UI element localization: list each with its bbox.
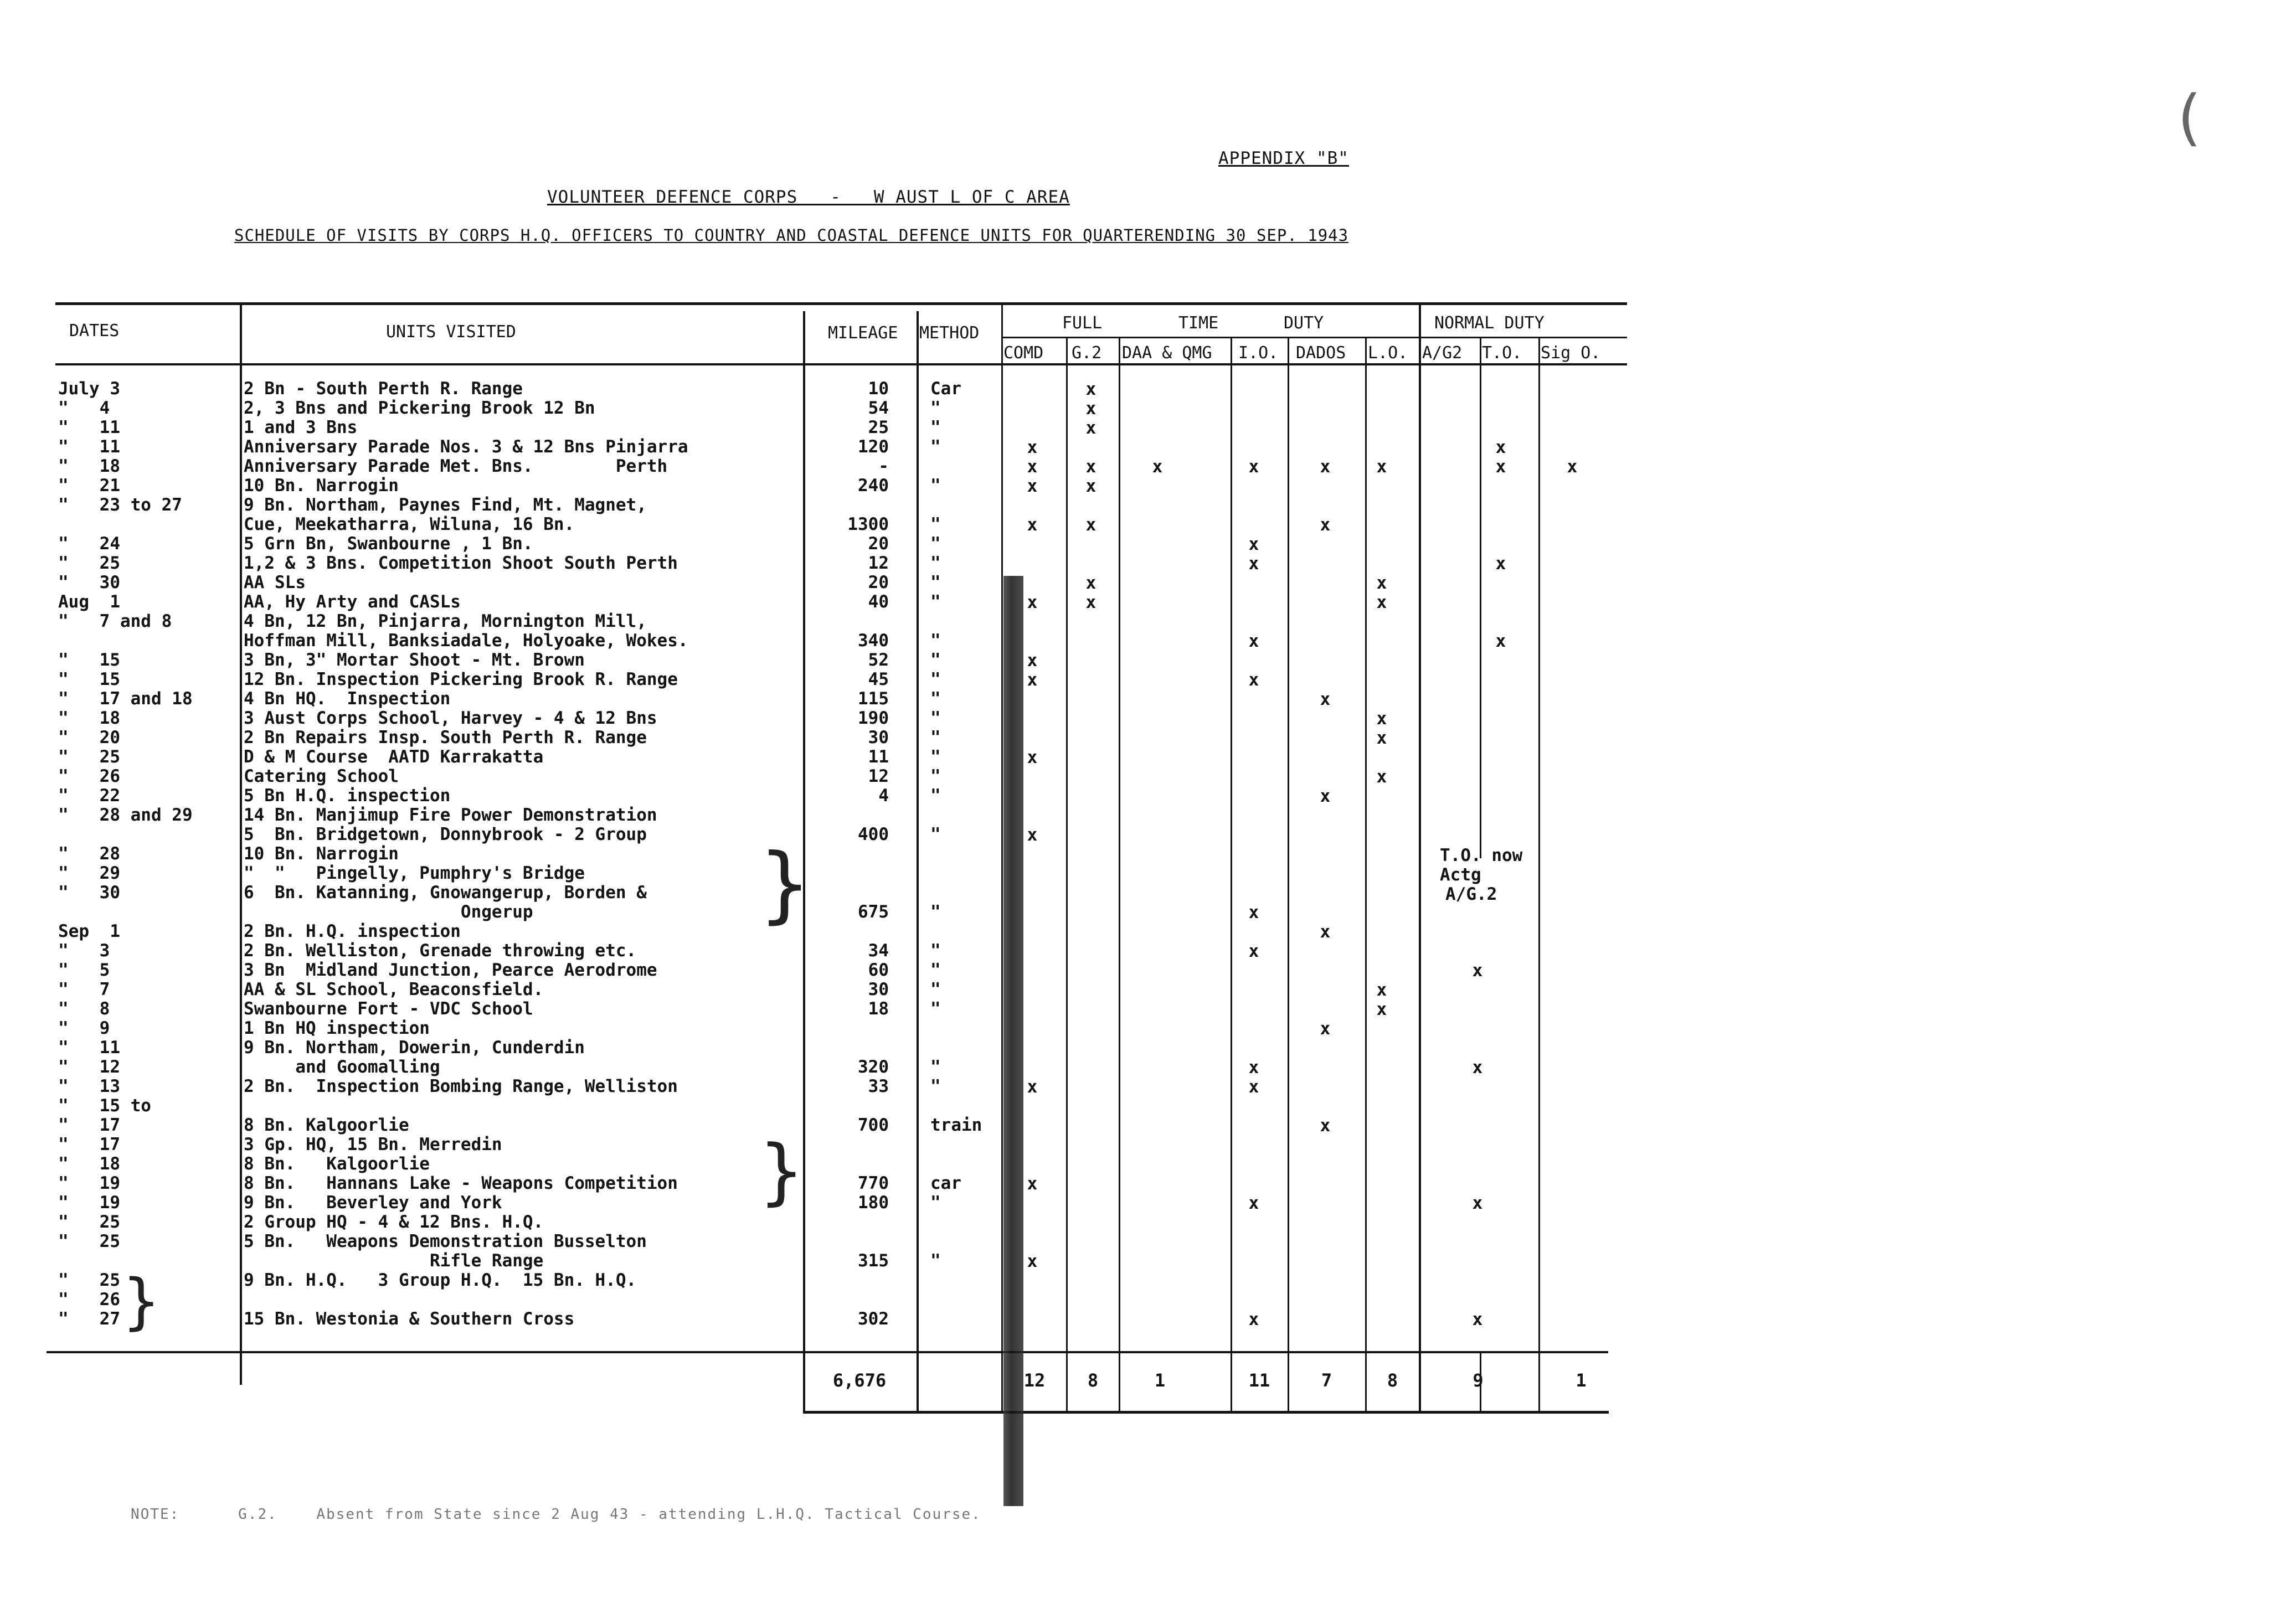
row-unit: 8 Bn. Kalgoorlie xyxy=(244,1154,430,1174)
total-dados: 7 xyxy=(1321,1370,1332,1391)
visit-mark: x xyxy=(1085,399,1096,419)
row-mileage: 120 xyxy=(858,437,889,457)
row-mileage: - xyxy=(878,456,889,476)
row-date: " 21 xyxy=(58,476,120,496)
row-unit: D & M Course AATD Karrakatta xyxy=(244,747,544,767)
visit-mark: x xyxy=(1085,457,1096,477)
row-mileage: 180 xyxy=(858,1193,889,1213)
row-date: " 25 xyxy=(58,1212,120,1232)
visit-mark: x xyxy=(1027,515,1038,535)
row-method: " xyxy=(930,1251,941,1271)
row-unit: 2 Bn - South Perth R. Range xyxy=(244,379,523,399)
col-header-dates: DATES xyxy=(69,321,120,341)
row-mileage: 12 xyxy=(868,766,889,786)
subheader-daa-qmg: DAA & QMG xyxy=(1122,343,1212,363)
row-mileage: 1300 xyxy=(847,514,889,534)
row-unit: AA, Hy Arty and CASLs xyxy=(244,592,461,612)
col-header-duty: DUTY xyxy=(1284,313,1324,333)
row-unit: 2, 3 Bns and Pickering Brook 12 Bn xyxy=(244,398,595,418)
row-mileage: 400 xyxy=(858,824,889,844)
appendix-label: APPENDIX "B" xyxy=(1218,148,1349,168)
brace-kalgoorlie: } xyxy=(760,1129,804,1213)
col-rule-normal xyxy=(1419,302,1421,1414)
total-mileage: 6,676 xyxy=(832,1370,887,1391)
row-mileage: 4 xyxy=(878,786,889,806)
row-method: " xyxy=(930,786,941,806)
row-date: " 19 xyxy=(58,1193,120,1213)
subheader-sig: Sig O. xyxy=(1541,343,1601,363)
total-normal-duty: 9 xyxy=(1473,1370,1484,1391)
visit-mark: x xyxy=(1027,825,1038,845)
visit-mark: x xyxy=(1495,631,1506,651)
row-method: " xyxy=(930,902,941,922)
visit-mark: x xyxy=(1376,767,1387,787)
visit-mark: x xyxy=(1152,457,1163,477)
row-mileage: 18 xyxy=(868,999,889,1019)
row-date: " 11 xyxy=(58,437,120,457)
footnote: NOTE: G.2. Absent from State since 2 Aug 43 - attending L.H.Q. Tactical Course. xyxy=(131,1506,981,1523)
row-method: " xyxy=(930,669,941,689)
total-comd: 12 xyxy=(1023,1370,1046,1391)
row-date: " 17 xyxy=(58,1135,120,1154)
visit-mark: x xyxy=(1248,1310,1259,1329)
visit-mark: x xyxy=(1027,670,1038,690)
row-unit: 8 Bn. Kalgoorlie xyxy=(244,1115,409,1135)
col-header-units: UNITS VISITED xyxy=(386,322,516,342)
col-header-method: METHOD xyxy=(919,323,980,343)
visit-mark: x xyxy=(1320,1019,1331,1039)
row-method: " xyxy=(930,534,941,554)
col-rule-daa xyxy=(1119,338,1120,1414)
col-rule-sig xyxy=(1538,338,1540,1414)
visit-mark: x xyxy=(1085,418,1096,438)
row-unit: 15 Bn. Westonia & Southern Cross xyxy=(244,1309,575,1329)
table-header-rule xyxy=(55,363,1627,365)
row-date: " 13 xyxy=(58,1076,120,1096)
row-mileage: 700 xyxy=(858,1115,889,1135)
row-unit: 1,2 & 3 Bns. Competition Shoot South Perth xyxy=(244,553,678,573)
row-unit: 2 Bn. H.Q. inspection xyxy=(244,921,461,941)
row-unit: Hoffman Mill, Banksiadale, Holyoake, Wokes. xyxy=(244,631,688,651)
row-date: " 17 xyxy=(58,1115,120,1135)
row-mileage: 240 xyxy=(858,476,889,496)
visit-mark: x xyxy=(1320,457,1331,477)
visit-mark: x xyxy=(1320,1116,1331,1136)
visit-mark: x xyxy=(1248,457,1259,477)
visit-mark: x xyxy=(1376,592,1387,612)
totals-bottom-rule xyxy=(803,1411,1609,1414)
row-unit: and Goomalling xyxy=(244,1057,440,1077)
row-date: " 30 xyxy=(58,573,120,592)
row-date: " 17 and 18 xyxy=(58,689,193,709)
row-mileage: 25 xyxy=(868,417,889,437)
col-header-time: TIME xyxy=(1178,313,1219,333)
col-rule-comd xyxy=(1001,302,1003,1414)
row-mileage: 115 xyxy=(858,689,889,709)
row-date: " 26 xyxy=(58,766,120,786)
row-method: " xyxy=(930,824,941,844)
visit-mark: x xyxy=(1248,941,1259,961)
row-unit: 3 Aust Corps School, Harvey - 4 & 12 Bns xyxy=(244,708,657,728)
row-method: " xyxy=(930,1076,941,1096)
visit-mark: x xyxy=(1248,1058,1259,1078)
row-date: " 7 and 8 xyxy=(58,611,172,631)
row-date: " 11 xyxy=(58,1038,120,1058)
row-unit: AA SLs xyxy=(244,573,306,592)
row-date: " 22 xyxy=(58,786,120,806)
row-date: " 15 xyxy=(58,650,120,670)
row-method: " xyxy=(930,689,941,709)
row-unit: " " Pingelly, Pumphry's Bridge xyxy=(244,863,585,883)
row-method: " xyxy=(930,1057,941,1077)
row-method: " xyxy=(930,747,941,767)
row-unit: 8 Bn. Hannans Lake - Weapons Competition xyxy=(244,1173,678,1193)
col-header-normal-duty: NORMAL DUTY xyxy=(1434,313,1545,333)
row-unit: Rifle Range xyxy=(244,1251,544,1271)
row-unit: 5 Bn. Bridgetown, Donnybrook - 2 Group xyxy=(244,824,647,844)
total-sig: 1 xyxy=(1576,1370,1587,1391)
row-date: " 12 xyxy=(58,1057,120,1077)
row-unit: Swanbourne Fort - VDC School xyxy=(244,999,533,1019)
col-header-mileage: MILEAGE xyxy=(828,323,898,343)
visit-mark: x xyxy=(1472,1310,1483,1329)
row-mileage: 302 xyxy=(858,1309,889,1329)
row-mileage: 10 xyxy=(868,379,889,399)
visit-mark: x xyxy=(1027,1077,1038,1097)
row-mileage: 45 xyxy=(868,669,889,689)
row-date: " 28 and 29 xyxy=(58,805,193,825)
col-rule-units xyxy=(240,302,242,1385)
brace-narrogin: } xyxy=(760,836,810,932)
visit-mark: x xyxy=(1320,515,1331,535)
row-method: Car xyxy=(930,379,961,399)
subheader-to: T.O. xyxy=(1482,343,1522,363)
visit-mark: x xyxy=(1085,573,1096,593)
row-mileage: 52 xyxy=(868,650,889,670)
row-unit: 3 Bn, 3" Mortar Shoot - Mt. Brown xyxy=(244,650,585,670)
row-date: Aug 1 xyxy=(58,592,120,612)
subheader-io: I.O. xyxy=(1238,343,1279,363)
row-method: " xyxy=(930,573,941,592)
visit-mark: x xyxy=(1472,1058,1483,1078)
row-unit: Anniversary Parade Met. Bns. Perth xyxy=(244,456,668,476)
row-mileage: 190 xyxy=(858,708,889,728)
row-method: " xyxy=(930,437,941,457)
row-mileage: 30 xyxy=(868,728,889,748)
row-unit: 14 Bn. Manjimup Fire Power Demonstration xyxy=(244,805,657,825)
subheader-g2: G.2 xyxy=(1072,343,1102,363)
col-rule-method xyxy=(917,311,919,1414)
side-note-line-3: A/G.2 xyxy=(1445,884,1497,904)
row-date: " 5 xyxy=(58,960,110,980)
row-unit: 2 Bn. Inspection Bombing Range, Welliston xyxy=(244,1076,678,1096)
visit-mark: x xyxy=(1085,476,1096,496)
row-mileage: 675 xyxy=(858,902,889,922)
row-method: " xyxy=(930,766,941,786)
visit-mark: x xyxy=(1376,728,1387,748)
row-unit: 2 Bn Repairs Insp. South Perth R. Range xyxy=(244,728,647,748)
row-date: " 25 xyxy=(58,1231,120,1251)
row-method: " xyxy=(930,941,941,961)
col-rule-io xyxy=(1231,338,1232,1414)
subheader-comd: COMD xyxy=(1003,343,1044,363)
row-method: " xyxy=(930,999,941,1019)
visit-mark: x xyxy=(1027,457,1038,477)
visit-mark: x xyxy=(1027,592,1038,612)
visit-mark: x xyxy=(1248,670,1259,690)
row-method: train xyxy=(930,1115,982,1135)
row-mileage: 12 xyxy=(868,553,889,573)
row-date: " 3 xyxy=(58,941,110,961)
total-g2: 8 xyxy=(1087,1370,1099,1391)
row-date: " 18 xyxy=(58,1154,120,1174)
row-date: " 4 xyxy=(58,398,110,418)
visit-mark: x xyxy=(1085,515,1096,535)
row-date: July 3 xyxy=(58,379,120,399)
visit-mark: x xyxy=(1248,554,1259,574)
visit-mark: x xyxy=(1495,554,1506,574)
row-unit: 12 Bn. Inspection Pickering Brook R. Range xyxy=(244,669,678,689)
row-date: " 29 xyxy=(58,863,120,883)
row-unit: 6 Bn. Katanning, Gnowangerup, Borden & xyxy=(244,883,647,903)
row-unit: 5 Grn Bn, Swanbourne , 1 Bn. xyxy=(244,534,533,554)
visit-mark: x xyxy=(1495,437,1506,457)
row-date: " 7 xyxy=(58,980,110,999)
visit-mark: x xyxy=(1472,961,1483,981)
row-unit: 9 Bn. Northam, Paynes Find, Mt. Magnet, xyxy=(244,495,647,515)
visit-mark: x xyxy=(1027,651,1038,671)
row-unit: 1 Bn HQ inspection xyxy=(244,1018,430,1038)
row-unit: 4 Bn HQ. Inspection xyxy=(244,689,451,709)
table-top-rule xyxy=(55,302,1627,305)
row-method: " xyxy=(930,728,941,748)
visit-mark: x xyxy=(1248,1193,1259,1213)
subheader-dados: DADOS xyxy=(1296,343,1346,363)
row-method: " xyxy=(930,708,941,728)
visit-mark: x xyxy=(1248,631,1259,651)
row-date: " 25 xyxy=(58,1270,120,1290)
visit-mark: x xyxy=(1376,980,1387,1000)
visit-mark: x xyxy=(1320,689,1331,709)
row-date: " 27 xyxy=(58,1309,120,1329)
col-rule-dados xyxy=(1288,338,1289,1414)
row-unit: Catering School xyxy=(244,766,399,786)
row-method: " xyxy=(930,650,941,670)
col-header-full: FULL xyxy=(1062,313,1103,333)
row-date: " 8 xyxy=(58,999,110,1019)
row-date: " 20 xyxy=(58,728,120,748)
row-date: " 11 xyxy=(58,417,120,437)
row-unit: 5 Bn H.Q. inspection xyxy=(244,786,451,806)
subheader-lo: L.O. xyxy=(1368,343,1408,363)
visit-mark: x xyxy=(1320,786,1331,806)
visit-mark: x xyxy=(1376,999,1387,1019)
visit-mark: x xyxy=(1085,379,1096,399)
row-date: " 26 xyxy=(58,1290,120,1310)
brace-dates-sep: } xyxy=(123,1266,160,1337)
row-method: " xyxy=(930,417,941,437)
row-date: " 28 xyxy=(58,844,120,864)
row-method: " xyxy=(930,592,941,612)
visit-mark: x xyxy=(1027,748,1038,767)
row-unit: Cue, Meekatharra, Wiluna, 16 Bn. xyxy=(244,514,575,534)
row-mileage: 340 xyxy=(858,631,889,651)
visit-mark: x xyxy=(1248,903,1259,922)
visit-mark: x xyxy=(1027,437,1038,457)
row-method: " xyxy=(930,960,941,980)
row-mileage: 20 xyxy=(868,534,889,554)
row-method: " xyxy=(930,553,941,573)
row-date: " 19 xyxy=(58,1173,120,1193)
row-mileage: 33 xyxy=(868,1076,889,1096)
totals-top-rule xyxy=(47,1351,1608,1353)
row-date: Sep 1 xyxy=(58,921,120,941)
visit-mark: x xyxy=(1320,922,1331,942)
row-mileage: 315 xyxy=(858,1251,889,1271)
visit-mark: x xyxy=(1495,457,1506,477)
row-unit: 9 Bn. H.Q. 3 Group H.Q. 15 Bn. H.Q. xyxy=(244,1270,637,1290)
row-method: " xyxy=(930,514,941,534)
row-unit: 2 Group HQ - 4 & 12 Bns. H.Q. xyxy=(244,1212,544,1232)
total-io: 11 xyxy=(1248,1370,1270,1391)
visit-mark: x xyxy=(1027,1174,1038,1194)
visit-mark: x xyxy=(1376,457,1387,477)
visit-mark: x xyxy=(1027,1251,1038,1271)
row-date: " 25 xyxy=(58,747,120,767)
row-mileage: 11 xyxy=(868,747,889,767)
visit-mark: x xyxy=(1472,1193,1483,1213)
col-rule-to-upper xyxy=(1480,338,1481,858)
row-date: " 9 xyxy=(58,1018,110,1038)
subheader-rule xyxy=(1001,337,1627,338)
row-date: " 18 xyxy=(58,708,120,728)
row-mileage: 20 xyxy=(868,573,889,592)
row-date: " 25 xyxy=(58,553,120,573)
row-mileage: 320 xyxy=(858,1057,889,1077)
row-date: " 15 to xyxy=(58,1096,151,1116)
row-mileage: 60 xyxy=(868,960,889,980)
visit-mark: x xyxy=(1376,709,1387,729)
scan-streak xyxy=(1003,576,1023,1506)
row-unit: 10 Bn. Narrogin xyxy=(244,476,399,496)
side-note-line-2: Actg xyxy=(1440,865,1481,885)
total-lo: 8 xyxy=(1387,1370,1398,1391)
row-method: car xyxy=(930,1173,961,1193)
visit-mark: x xyxy=(1027,476,1038,496)
row-mileage: 34 xyxy=(868,941,889,961)
row-mileage: 30 xyxy=(868,980,889,999)
row-unit: 2 Bn. Welliston, Grenade throwing etc. xyxy=(244,941,637,961)
row-date: " 15 xyxy=(58,669,120,689)
total-daa-qmg: 1 xyxy=(1154,1370,1166,1391)
row-date: " 30 xyxy=(58,883,120,903)
col-rule-lo xyxy=(1365,338,1367,1414)
row-mileage: 770 xyxy=(858,1173,889,1193)
side-note-line-1: T.O. now xyxy=(1440,846,1523,865)
visit-mark: x xyxy=(1567,457,1578,477)
row-unit: 10 Bn. Narrogin xyxy=(244,844,399,864)
row-unit: 4 Bn, 12 Bn, Pinjarra, Mornington Mill, xyxy=(244,611,647,631)
visit-mark: x xyxy=(1248,1077,1259,1097)
row-unit: AA & SL School, Beaconsfield. xyxy=(244,980,544,999)
corps-title: VOLUNTEER DEFENCE CORPS - W AUST L OF C AREA xyxy=(547,187,1070,207)
row-unit: 1 and 3 Bns xyxy=(244,417,358,437)
row-mileage: 54 xyxy=(868,398,889,418)
row-date: " 24 xyxy=(58,534,120,554)
visit-mark: x xyxy=(1376,573,1387,593)
col-rule-g2 xyxy=(1066,338,1068,1414)
visit-mark: x xyxy=(1085,592,1096,612)
punch-hole-mark: ( xyxy=(2177,82,2201,153)
row-unit: 9 Bn. Northam, Dowerin, Cunderdin xyxy=(244,1038,585,1058)
row-date: " 23 to 27 xyxy=(58,495,182,515)
subheader-ag2: A/G2 xyxy=(1422,343,1463,363)
row-unit: 3 Bn Midland Junction, Pearce Aerodrome xyxy=(244,960,657,980)
schedule-title: SCHEDULE OF VISITS BY CORPS H.Q. OFFICERS TO COUNTRY AND COASTAL DEFENCE UNITS FOR QUARTERENDING 30 SEP. 1943 xyxy=(234,226,1349,245)
row-unit: 5 Bn. Weapons Demonstration Busselton xyxy=(244,1231,647,1251)
row-unit: 9 Bn. Beverley and York xyxy=(244,1193,502,1213)
row-method: " xyxy=(930,1193,941,1213)
row-method: " xyxy=(930,631,941,651)
row-mileage: 40 xyxy=(868,592,889,612)
row-unit: 3 Gp. HQ, 15 Bn. Merredin xyxy=(244,1135,502,1154)
visit-mark: x xyxy=(1248,534,1259,554)
row-method: " xyxy=(930,398,941,418)
row-method: " xyxy=(930,476,941,496)
row-method: " xyxy=(930,980,941,999)
row-date: " 18 xyxy=(58,456,120,476)
row-unit: Anniversary Parade Nos. 3 & 12 Bns Pinjarra xyxy=(244,437,688,457)
row-unit: Ongerup xyxy=(244,902,533,922)
